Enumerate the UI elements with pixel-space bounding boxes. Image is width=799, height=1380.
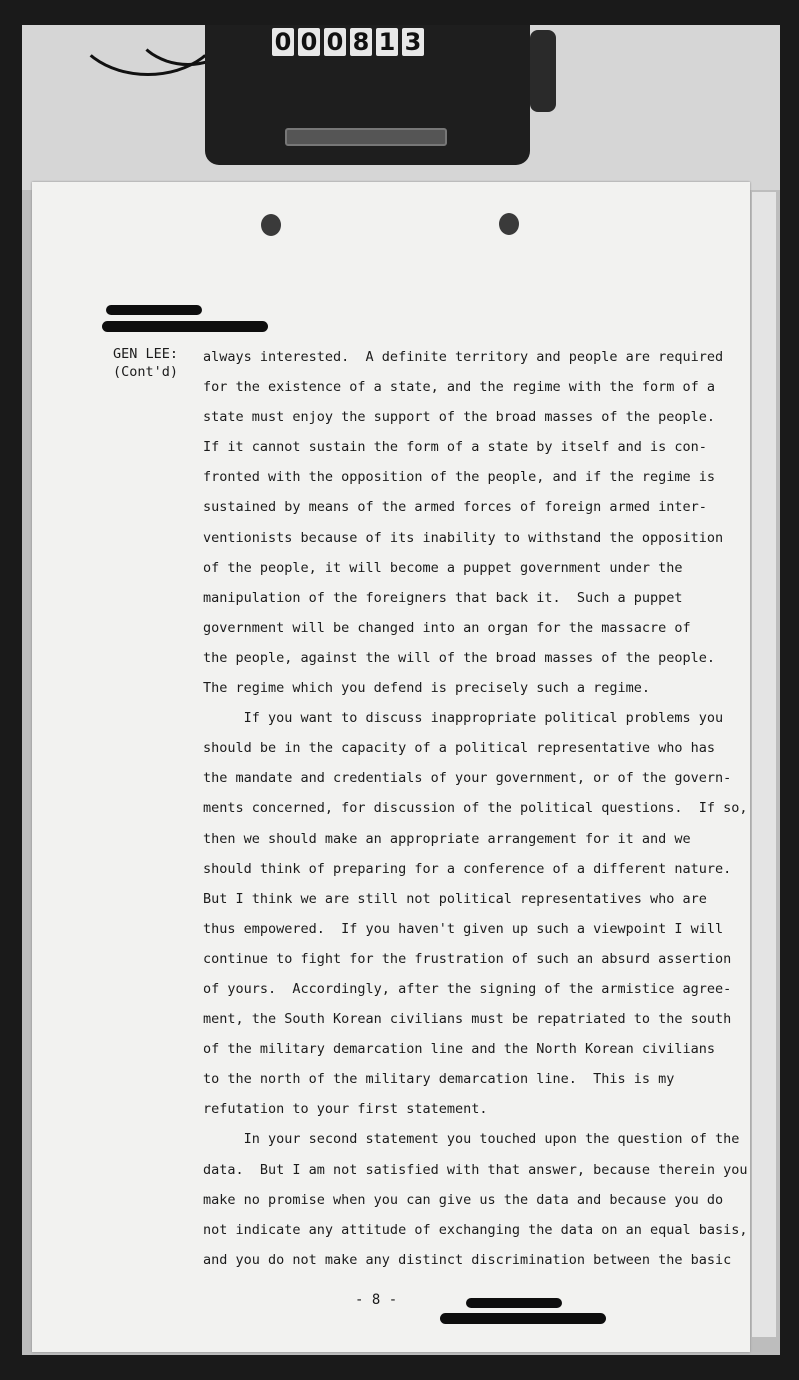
text-line: should be in the capacity of a political representative who has [203, 740, 716, 757]
text-line: the mandate and credentials of your government, or of the govern- [203, 770, 732, 787]
text-line: ments concerned, for discussion of the political questions. If so, [203, 800, 748, 817]
punch-hole [261, 214, 281, 236]
speaker-name: GEN LEE: [113, 346, 179, 362]
text-line: the people, against the will of the broad masses of the people. [203, 649, 716, 666]
text-line: make no promise when you can give us the data and because you do [203, 1191, 724, 1208]
counter-digit: 0 [298, 28, 320, 56]
text-line: to the north of the military demarcation line. This is my [203, 1071, 675, 1088]
speaker-continued-note: (Cont'd) [113, 364, 179, 380]
text-line: continue to fight for the frustration of such an absurd assertion [203, 950, 732, 967]
text-line: state must enjoy the support of the broad masses of the people. [203, 409, 716, 426]
classification-redaction [466, 1298, 562, 1308]
page-number: - 8 - [355, 1292, 398, 1308]
text-line: always interested. A definite territory and people are required [203, 349, 724, 365]
text-line: manipulation of the foreigners that back it. Such a puppet [203, 589, 683, 606]
counter-digit: 1 [376, 28, 398, 56]
text-line: and you do not make any distinct discrimination between the basic [203, 1251, 732, 1268]
text-line: sustained by means of the armed forces of foreign armed inter- [203, 499, 707, 516]
classification-redaction [440, 1313, 606, 1324]
text-line: of the military demarcation line and the North Korean civilians [203, 1041, 716, 1058]
text-line: thus empowered. If you haven't given up such a viewpoint I will [203, 920, 724, 937]
classification-redaction [106, 305, 202, 315]
counter-digit: 8 [350, 28, 372, 56]
classification-redaction [102, 321, 268, 332]
punch-hole [499, 213, 519, 235]
frame-counter-digits [272, 28, 424, 58]
counter-digit: 0 [272, 28, 294, 56]
counter-slot [285, 128, 447, 146]
text-line: ventionists because of its inability to withstand the opposition [203, 529, 724, 546]
counter-digit: 0 [324, 28, 346, 56]
text-line: If you want to discuss inappropriate political problems you [203, 710, 724, 727]
text-line: then we should make an appropriate arrangement for it and we [203, 830, 691, 847]
transcript-body [203, 342, 748, 1275]
text-line: If it cannot sustain the form of a state by itself and is con- [203, 439, 707, 456]
text-line: fronted with the opposition of the people, and if the regime is [203, 469, 716, 486]
text-line: ment, the South Korean civilians must be repatriated to the south [203, 1011, 732, 1028]
text-line: not indicate any attitude of exchanging the data on an equal basis, [203, 1221, 748, 1238]
text-line: In your second statement you touched upon the question of the [203, 1131, 740, 1148]
counter-digit: 3 [402, 28, 424, 56]
counter-knob [530, 30, 556, 112]
underlying-sheet [752, 192, 776, 1337]
speaker-label [113, 345, 178, 381]
text-line: But I think we are still not political representatives who are [203, 890, 707, 907]
text-line: should think of preparing for a conference of a different nature. [203, 860, 732, 877]
text-line: of the people, it will become a puppet government under the [203, 559, 683, 576]
text-line: for the existence of a state, and the regime with the form of a [203, 379, 716, 396]
text-line: refutation to your first statement. [203, 1101, 488, 1118]
text-line: data. But I am not satisfied with that answer, because therein you [203, 1161, 748, 1178]
text-line: The regime which you defend is precisely such a regime. [203, 680, 651, 697]
text-line: government will be changed into an organ for the massacre of [203, 619, 691, 636]
text-line: of yours. Accordingly, after the signing of the armistice agree- [203, 980, 732, 997]
